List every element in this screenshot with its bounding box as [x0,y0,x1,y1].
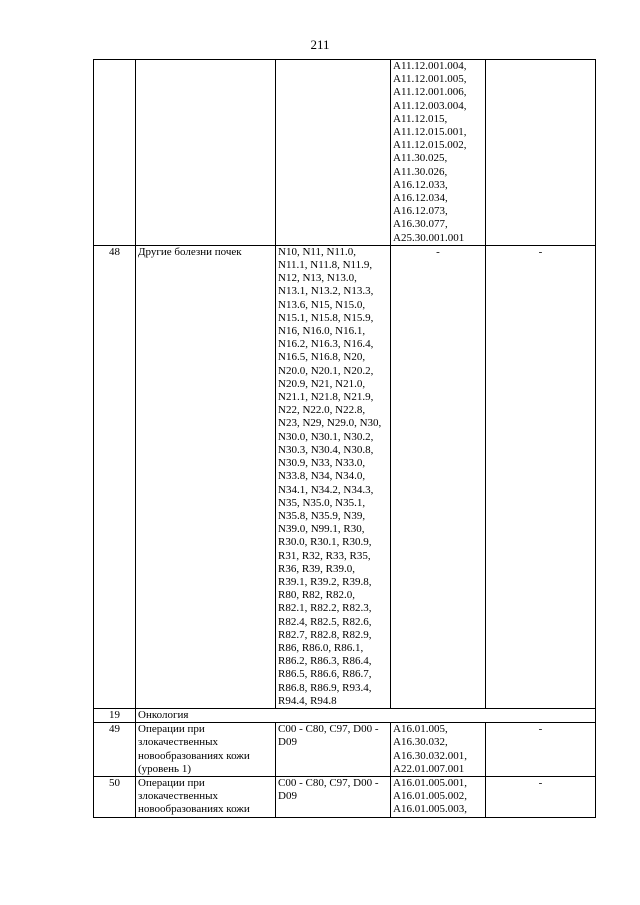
cell-line: А16.30.032.001, [393,749,467,762]
cell-line: А11.12.001.005, [393,73,467,86]
cell-line: Операции при [138,776,205,789]
cell-line: N22, N22.0, N22.8, [278,404,366,417]
additional-criteria-cell: - [486,245,596,708]
cell-line: злокачественных [138,736,219,749]
cell-line: N16, N16.0, N16.1, [278,325,366,338]
service-codes-cell [391,60,486,246]
cell-line: N16.5, N16.8, N20, [278,351,366,364]
cell-line: А16.12.033, [393,178,448,191]
group-name-cell [136,245,276,708]
cell-line: злокачественных [138,790,219,803]
diagnosis-codes-cell [276,245,391,708]
cell-line: N21.1, N21.8, N21.9, [278,391,374,404]
group-name-cell [136,60,276,246]
table-row [94,723,596,777]
cell-line: R31, R32, R33, R35, [278,549,371,562]
table-row [94,60,596,246]
cell-line: Другие болезни почек [138,245,242,258]
table-row [94,776,596,817]
cell-line: А11.12.003.004, [393,99,467,112]
additional-criteria-cell: - [486,723,596,777]
cell-line: R86.2, R86.3, R86.4, [278,655,372,668]
cell-line: А11.12.001.004, [393,60,467,72]
diagnosis-codes-cell [276,723,391,777]
service-codes-cell [391,723,486,777]
cell-line: новообразованиях кожи [138,803,250,816]
cell-line: N13.1, N13.2, N13.3, [278,285,374,298]
group-name-cell [136,776,276,817]
cell-line: R39.1, R39.2, R39.8, [278,575,372,588]
cell-line: D09 [278,790,297,803]
cell-line: N10, N11, N11.0, [278,245,357,258]
cell-line: N39.0, N99.1, R30, [278,523,365,536]
diagnosis-codes-cell [276,776,391,817]
cell-line: R82.7, R82.8, R82.9, [278,628,372,641]
cell-line: N11.1, N11.8, N11.9, [278,259,373,272]
section-title-cell: Онкология [136,708,596,722]
row-number-cell: 50 [94,776,136,817]
cell-line: А11.30.026, [393,165,448,178]
cell-line: N12, N13, N13.0, [278,272,357,285]
cell-line: N16.2, N16.3, N16.4, [278,338,374,351]
cell-line: D09 [278,736,297,749]
cell-line: N30.9, N33, N33.0, [278,457,366,470]
cell-line: C00 - C80, C97, D00 - [278,776,379,789]
cell-line: R30.0, R30.1, R30.9, [278,536,372,549]
cell-line: А16.01.005.002, [393,790,467,803]
row-number-cell: 19 [94,708,136,722]
cell-line: N35, N35.0, N35.1, [278,496,366,509]
cell-line: N20.9, N21, N21.0, [278,377,366,390]
cell-line: N35.8, N35.9, N39, [278,509,366,522]
cell-line: R36, R39, R39.0, [278,562,356,575]
additional-criteria-cell [486,60,596,246]
cell-line: N13.6, N15, N15.0, [278,298,366,311]
service-codes-cell [391,245,486,708]
row-number-cell [94,60,136,246]
cell-line: N30.0, N30.1, N30.2, [278,430,374,443]
cell-line: - [436,245,440,258]
row-number-cell: 48 [94,245,136,708]
cell-line: А11.12.015.001, [393,126,467,139]
cell-line: А11.12.001.006, [393,86,467,99]
cell-line: Операции при [138,723,205,736]
cell-line: А11.30.025, [393,152,448,165]
row-number-cell: 49 [94,723,136,777]
group-name-cell [136,723,276,777]
additional-criteria-cell: - [486,776,596,817]
page-number: 211 [310,37,330,52]
cell-line: N20.0, N20.1, N20.2, [278,364,374,377]
cell-line: N33.8, N34, N34.0, [278,470,366,483]
cell-line: C00 - C80, C97, D00 - [278,723,379,736]
cell-line: N23, N29, N29.0, N30, [278,417,382,430]
document-table [93,59,596,818]
cell-line: новообразованиях кожи [138,749,250,762]
cell-line: R82.1, R82.2, R82.3, [278,602,372,615]
cell-line: R86.8, R86.9, R93.4, [278,681,372,694]
cell-line: (уровень 1) [138,762,191,775]
table-row [94,708,596,722]
cell-line: R86.5, R86.6, R86.7, [278,668,372,681]
cell-line: А22.01.007.001 [393,762,465,775]
cell-line: А16.01.005.003, [393,803,467,816]
cell-line: R80, R82, R82.0, [278,589,356,602]
table-row [94,245,596,708]
cell-line: А16.12.073, [393,205,448,218]
cell-line: R86, R86.0, R86.1, [278,641,364,654]
cell-line: N15.1, N15.8, N15.9, [278,311,374,324]
cell-line: А16.30.077, [393,218,448,231]
cell-line: А16.12.034, [393,192,448,205]
cell-line: N34.1, N34.2, N34.3, [278,483,374,496]
service-codes-cell [391,776,486,817]
cell-line: А11.12.015, [393,112,448,125]
cell-line: А16.30.032, [393,736,448,749]
diagnosis-codes-cell [276,60,391,246]
cell-line: R94.4, R94.8 [278,694,337,707]
cell-line: А25.30.001.001 [393,231,465,244]
cell-line: N30.3, N30.4, N30.8, [278,443,374,456]
cell-line: А16.01.005, [393,723,448,736]
cell-line: А11.12.015.002, [393,139,467,152]
cell-line: А16.01.005.001, [393,776,467,789]
cell-line: R82.4, R82.5, R82.6, [278,615,372,628]
